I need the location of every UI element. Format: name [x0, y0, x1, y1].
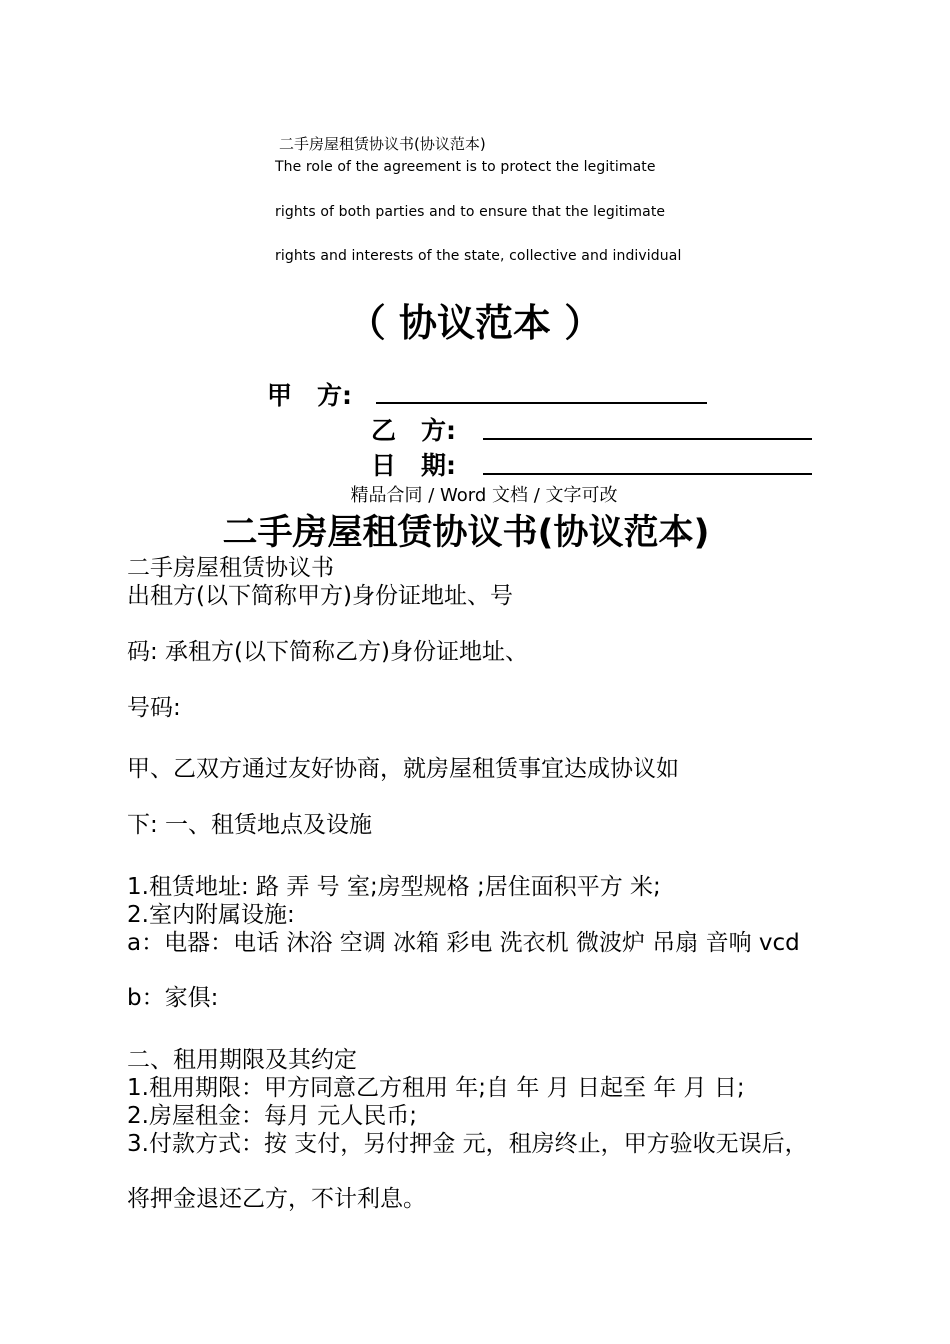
party-b-blank	[483, 438, 812, 440]
header-line: The role of the agreement is to protect the legitimate	[275, 159, 656, 175]
body-line: 二手房屋租赁协议书	[127, 555, 334, 581]
body-line: 1.租用期限：甲方同意乙方租用 年;自 年 月 日起至 年 月 日;	[127, 1075, 745, 1101]
date-blank	[483, 473, 812, 475]
document-title: 二手房屋租赁协议书(协议范本)	[222, 513, 710, 553]
body-line: 二、租用期限及其约定	[127, 1047, 357, 1073]
body-line: 号码:	[127, 695, 181, 721]
header-line: rights and interests of the state, collective and individual	[275, 248, 682, 264]
date-label: 日 期:	[371, 451, 456, 480]
party-a-blank	[376, 402, 707, 404]
party-b-label: 乙 方:	[371, 416, 456, 445]
body-line: 出租方(以下简称甲方)身份证地址、号	[127, 583, 513, 609]
body-line: 2.房屋租金：每月 元人民币;	[127, 1103, 418, 1129]
cover-title: （ 协议范本 ）	[347, 301, 603, 345]
body-line: 1.租赁地址: 路 弄 号 室;房型规格 ;居住面积平方 米;	[127, 874, 661, 900]
body-line: 3.付款方式：按 支付，另付押金 元，租房终止，甲方验收无误后，	[127, 1131, 808, 1157]
body-line: 将押金退还乙方，不计利息。	[127, 1186, 426, 1212]
body-line: 2.室内附属设施:	[127, 902, 295, 928]
party-a-label: 甲 方:	[267, 381, 352, 410]
cover-note: 精品合同 / Word 文档 / 文字可改	[350, 485, 618, 506]
body-line: 码: 承租方(以下简称乙方)身份证地址、	[127, 639, 529, 665]
header-line: rights of both parties and to ensure that the legitimate	[275, 204, 666, 220]
body-line: 甲、乙双方通过友好协商，就房屋租赁事宜达成协议如	[127, 756, 679, 782]
body-line: b：家俱:	[127, 985, 219, 1011]
body-line: a：电器：电话 沐浴 空调 冰箱 彩电 洗衣机 微波炉 吊扇 音响 vcd	[127, 930, 800, 956]
header-title: 二手房屋租赁协议书(协议范本)	[279, 135, 486, 153]
body-line: 下: 一、租赁地点及设施	[127, 812, 373, 838]
